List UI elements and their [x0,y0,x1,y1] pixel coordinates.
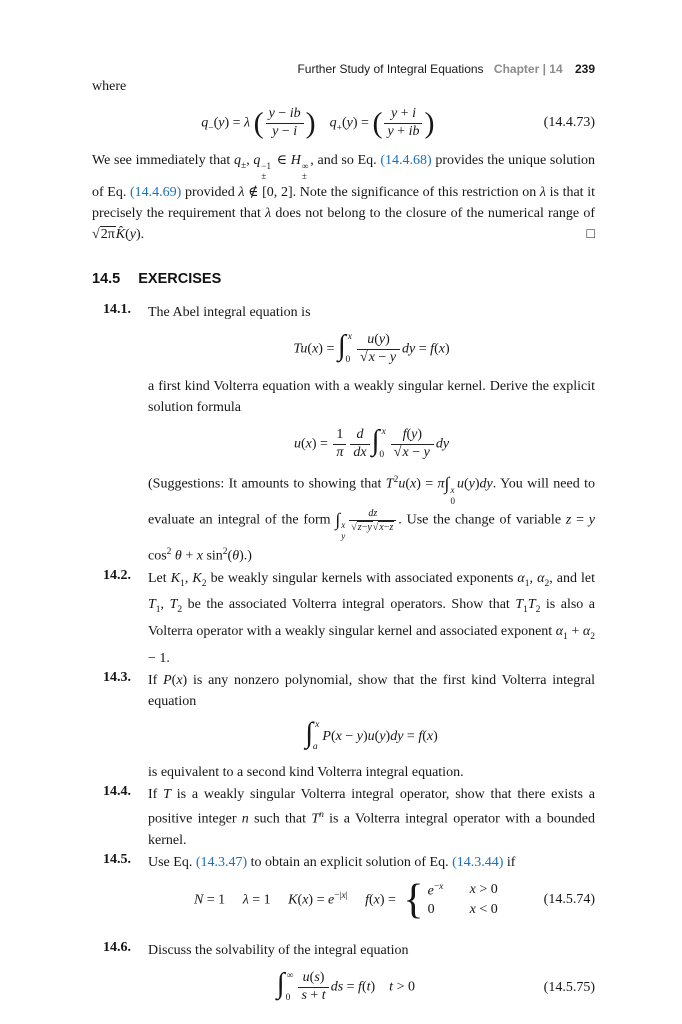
display-equation-solution [148,424,595,462]
exercise-text: (Suggestions: It amounts to showing that $T^2u(x) = \pi\int$ x 0 u(y)dy. You will need to evaluate an integral of the form ∫ x y $\frac{dz}{√z-y√x-z}$ . Use the change of variable z = y $\cos^2 \theta + x$ $\sin^2(\theta)$.) [148,474,595,564]
equation-body: Tu(x) = ∫ x 0 $\frac{u(y)}{√x - y}$ dy = f(x) [293,329,450,365]
exercise-text: Let $K_1$, $K_2$ be weakly singular kernels with associated exponents $\alpha_1$, $\alpha_2$, and let $T_1$, $T_2$ be the associated Volterra integral operators. Show that $T_1T_2$ is also a Volterra operator with a weakly singular kernel and associated exponent $\alpha_1 + \alpha_2 - 1$. [148,570,596,666]
exercise-number: 14.4. [103,783,131,799]
qed-box: □ [586,227,595,243]
equation-number: (14.4.73) [543,115,595,131]
page-number: 239 [574,62,595,76]
ref-link-14-4-68[interactable]: (14.4.68) [380,152,432,168]
exercise-text: The Abel integral equation is [148,305,311,321]
exercise-text: If T is a weakly singular Volterra integral operator, show that there exists a positive integer n such that $T^n$ is a Volterra integral operator with a bounded kernel. [148,786,596,848]
exercise-body [148,852,595,928]
display-equation-14-5-75 [148,967,595,1005]
equation-number: (14.5.74) [543,891,595,907]
equation-body: ∫ ∞ 0 $\frac{u(s)}{s + t}$ ds = f(t) t > 0 [276,967,415,1004]
exercise-text: Use Eq. (14.3.47) to obtain an explicit solution of Eq. (14.3.44) if [148,854,516,870]
exercise-number: 14.3. [103,669,131,685]
exercise-body [148,568,595,669]
exercise-body [148,670,595,783]
equation-body: u(x) = $\frac{1}{\pi}$ $\frac{d}{dx}$ ∫ x 0 $\frac{f(y)}{√x - y}$ dy [293,424,450,460]
exercise-text: a first kind Volterra equation with a weakly singular kernel. Derive the explicit solution formula [148,378,595,415]
exercise-14-2 [103,568,595,669]
display-equation-abel [148,329,595,367]
ref-link-14-3-47[interactable]: (14.3.47) [195,854,248,870]
body-paragraph: We see immediately that $q_\pm$, q −1 ± ∈ H ∞ ± , and so Eq. (14.4.68) provides the unique solution of Eq. (14.4.69) provided λ ∉ [0, 2]. Note the significance of this restriction on λ is that it precisely the requirement that λ does not belong to the closure of the numerical range of √2πK̂(y). □ [92,150,595,246]
section-title: EXERCISES [138,271,222,288]
exercise-14-6 [103,940,595,1014]
display-equation-volterra [148,717,595,753]
exercise-14-1 [103,302,595,566]
equation-body: $q_-(y) = \lambda$ ( $\frac{y - ib}{y - i}$ ) $q_+(y)$ = ( $\frac{y + i}{y + ib}$ ) [201,106,435,140]
ref-link-14-3-44[interactable]: (14.3.44) [452,854,504,870]
chapter-label: Chapter | 14 [493,62,563,76]
exercise-14-5 [103,852,595,928]
display-equation-14-5-74 [148,876,595,923]
equation-body: N = 1 λ = 1 $K(x) = e^{-|x|}$ f(x) = { $e^{-x}$ x > 0 0 x < 0 [193,876,498,923]
exercise-body [148,784,595,851]
exercise-number: 14.1. [103,302,131,318]
equation-number: (14.5.75) [543,979,595,995]
exercise-14-3 [103,670,595,783]
exercise-body [148,940,595,1014]
section-number: 14.5 [92,271,121,288]
running-head [92,62,595,76]
exercise-text: is equivalent to a second kind Volterra integral equation. [148,764,464,780]
running-head-title: Further Study of Integral Equations [297,62,484,76]
exercise-number: 14.5. [103,851,131,867]
where-text: where [92,79,127,94]
exercise-number: 14.2. [103,567,131,583]
exercise-14-4 [103,784,595,851]
exercise-text: Discuss the solvability of the integral equation [148,943,409,959]
ref-link-14-4-69[interactable]: (14.4.69) [130,185,182,201]
equation-body: ∫ x a P(x − y)u(y)dy = f(x) [305,717,438,753]
section-heading [92,271,595,287]
exercise-text: If P(x) is any nonzero polynomial, show that the first kind Volterra integral equation [148,672,595,709]
display-equation-14-4-73 [92,106,595,141]
exercise-body [148,302,595,566]
exercise-number: 14.6. [103,940,131,956]
